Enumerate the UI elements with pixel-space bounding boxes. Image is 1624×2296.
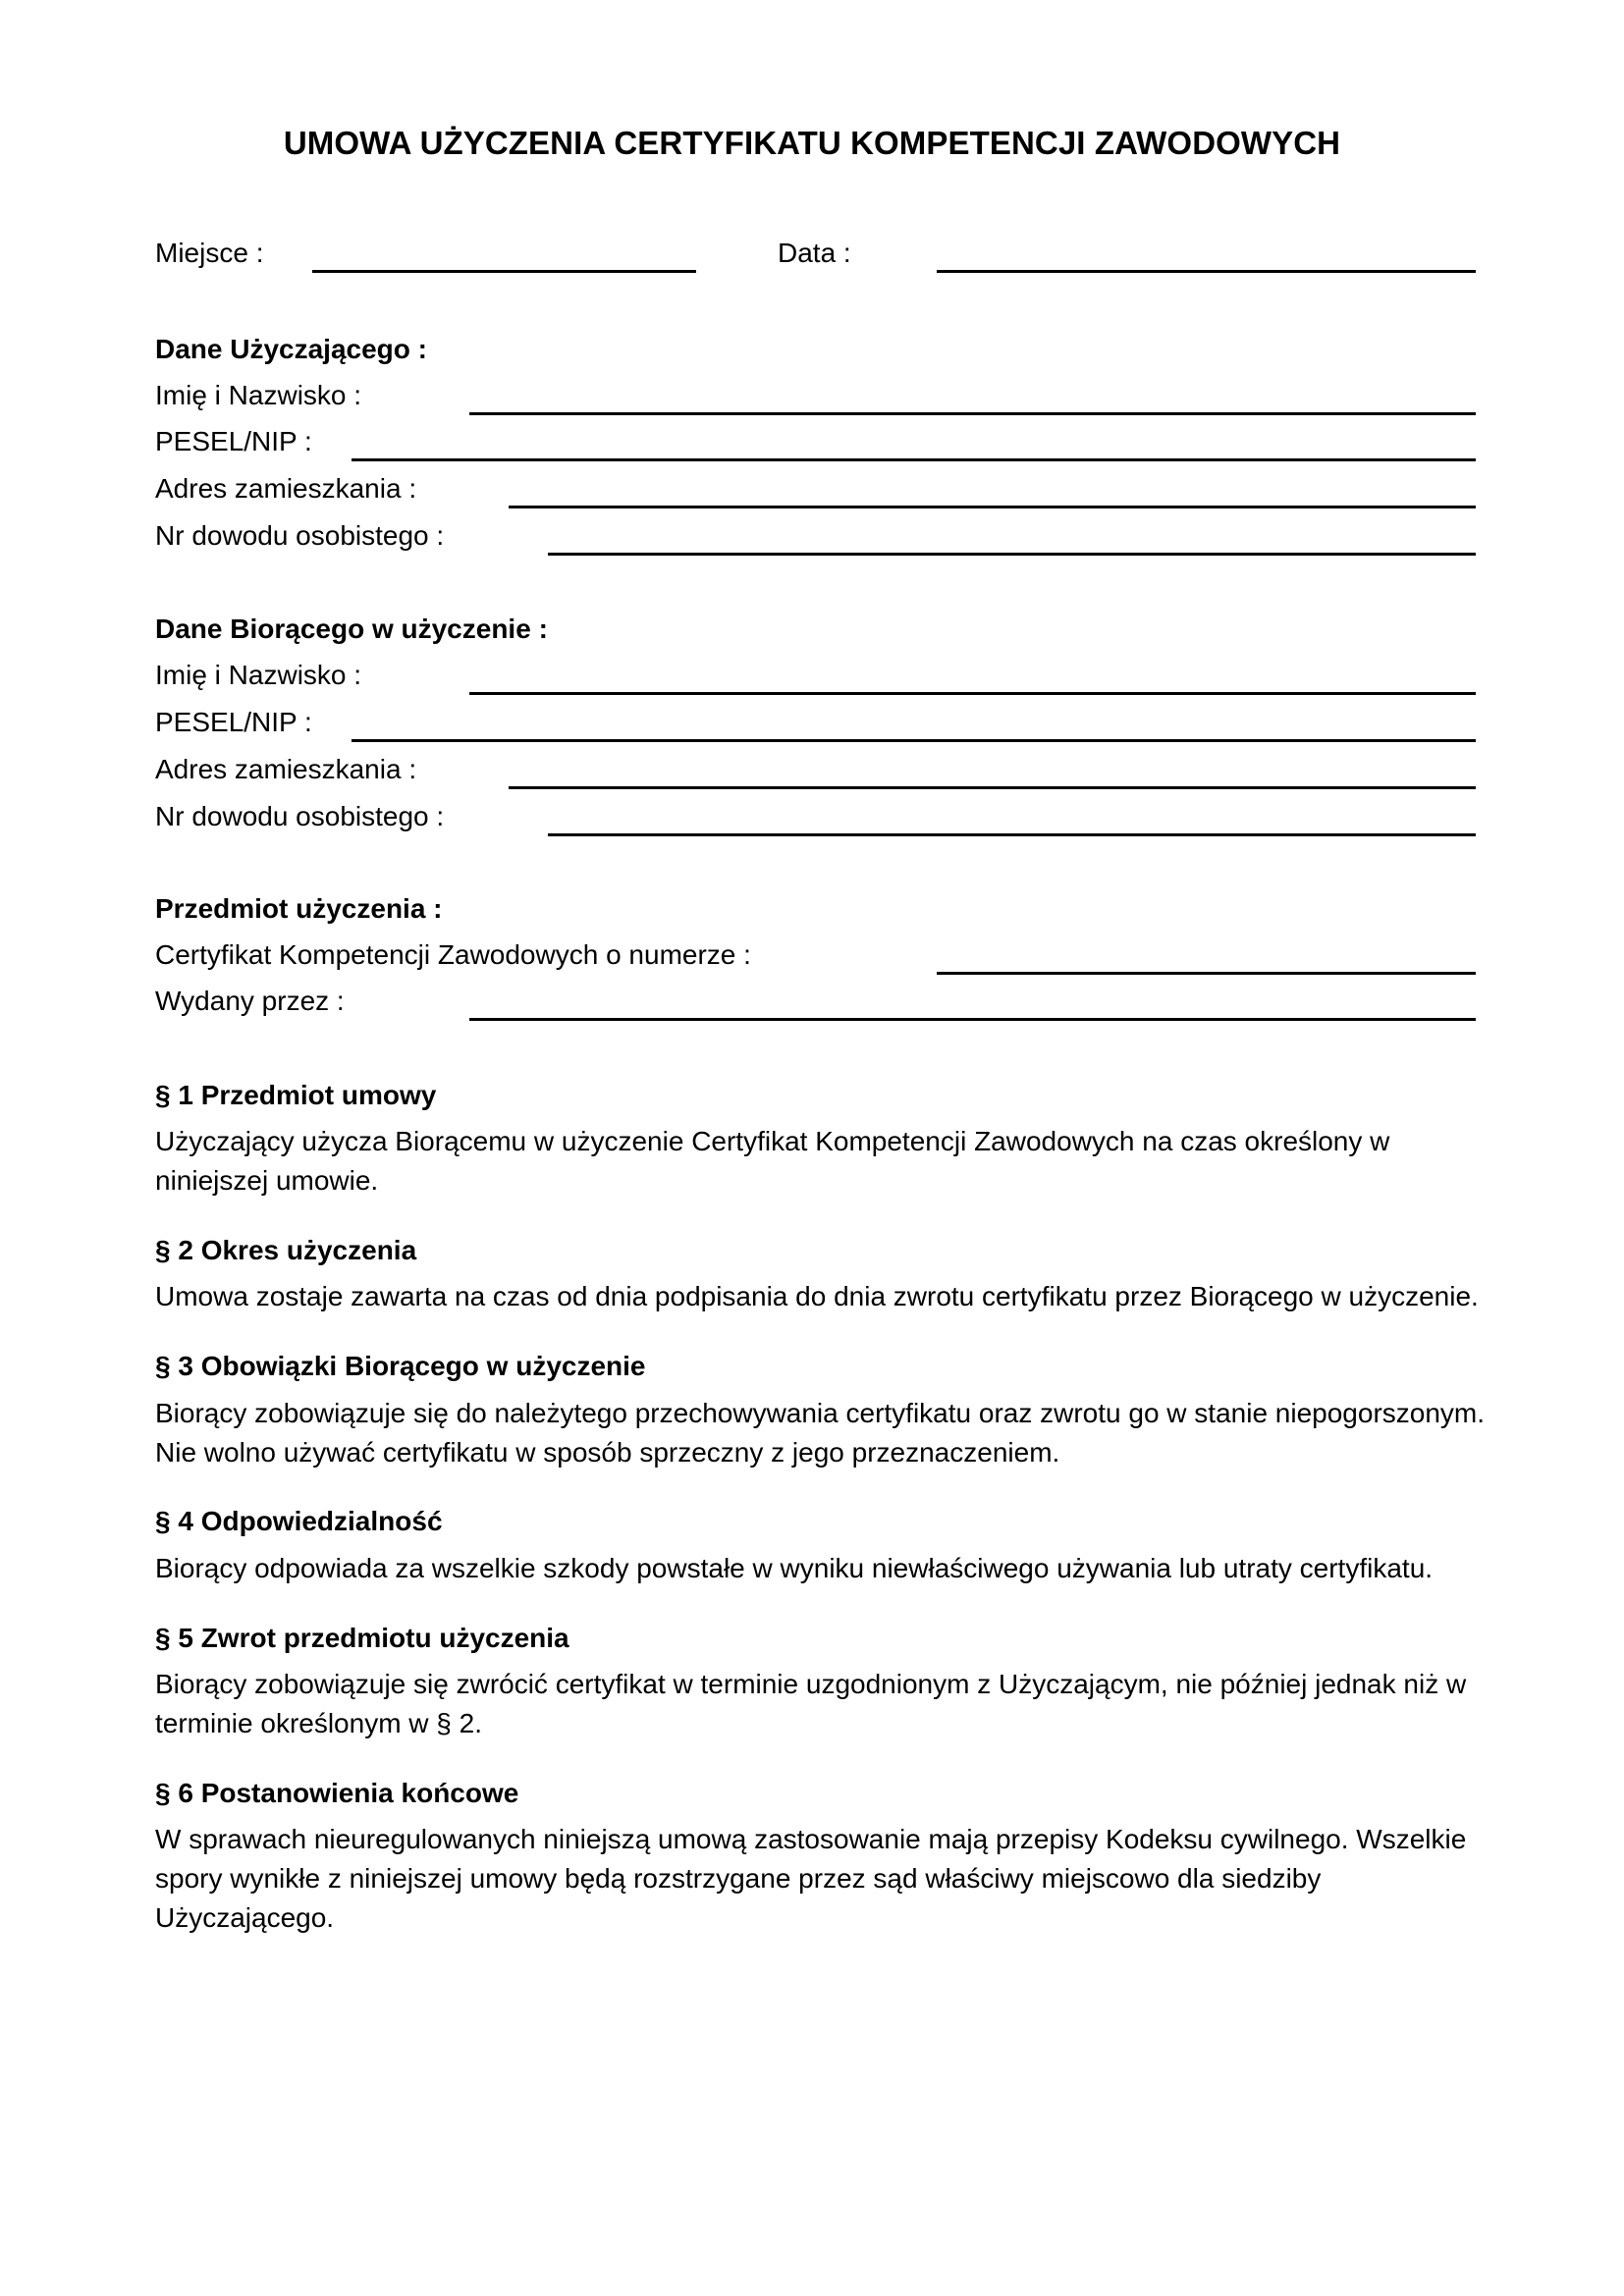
date-field[interactable] <box>937 270 1476 273</box>
lender-address-field[interactable] <box>509 506 1476 508</box>
section-1-heading: § 1 Przedmiot umowy <box>155 1080 437 1110</box>
lender-pesel-field[interactable] <box>352 458 1476 461</box>
section-5-heading: § 5 Zwrot przedmiotu użyczenia <box>155 1623 569 1653</box>
section-3-text: Biorący zobowiązuje się do należytego przechowywania certyfikatu oraz zwrotu go w stanie niepogorszonym. Nie wolno używać certyfikatu w sposób sprzeczny z jego przeznaczeniem. <box>155 1398 1486 1468</box>
section-4-heading: § 4 Odpowiedzialność <box>155 1506 443 1536</box>
subject-heading: Przedmiot użyczenia : <box>155 893 443 924</box>
section-1-text: Użyczający użycza Biorącemu w użyczenie Certyfikat Kompetencji Zawodowych na czas określony w niniejszej umowie. <box>155 1126 1390 1196</box>
place-field[interactable] <box>312 270 696 273</box>
borrower-pesel-field[interactable] <box>352 739 1476 742</box>
borrower-address-label: Adres zamieszkania : <box>155 754 417 784</box>
borrower-address-row <box>155 750 1476 789</box>
borrower-address-field[interactable] <box>509 786 1476 789</box>
section-6-heading: § 6 Postanowienia końcowe <box>155 1778 519 1808</box>
borrower-id-label: Nr dowodu osobistego : <box>155 801 445 831</box>
lender-name-row <box>155 376 1476 415</box>
borrower-name-label: Imię i Nazwisko : <box>155 660 362 690</box>
borrower-name-row <box>155 656 1476 695</box>
lender-id-row <box>155 516 1476 556</box>
certificate-number-row <box>155 935 1476 975</box>
date-label: Data : <box>778 238 851 268</box>
lender-address-label: Adres zamieszkania : <box>155 473 417 504</box>
borrower-pesel-row <box>155 703 1476 742</box>
borrower-id-field[interactable] <box>548 833 1476 836</box>
lender-pesel-label: PESEL/NIP : <box>155 426 312 456</box>
lender-id-field[interactable] <box>548 553 1476 556</box>
issued-by-row <box>155 982 1476 1021</box>
section-6-text: W sprawach nieuregulowanych niniejszą umową zastosowanie mają przepisy Kodeksu cywilnego. Wszelkie spory wynikłe z niniejszej umowy będą rozstrzygane przez sąd właściwy miejscowo dla siedziby Użyczającego. <box>155 1824 1467 1933</box>
section-3-heading: § 3 Obowiązki Biorącego w użyczenie <box>155 1351 646 1381</box>
lender-name-label: Imię i Nazwisko : <box>155 380 362 410</box>
lender-heading: Dane Użyczającego : <box>155 334 427 364</box>
issued-by-label: Wydany przez : <box>155 986 345 1016</box>
borrower-pesel-label: PESEL/NIP : <box>155 707 312 737</box>
lender-name-field[interactable] <box>469 412 1476 415</box>
issued-by-field[interactable] <box>469 1018 1476 1021</box>
place-label: Miejsce : <box>155 238 264 268</box>
section-2-text: Umowa zostaje zawarta na czas od dnia podpisania do dnia zwrotu certyfikatu przez Biorącego w użyczenie. <box>155 1281 1479 1311</box>
borrower-heading: Dane Biorącego w użyczenie : <box>155 614 548 644</box>
borrower-name-field[interactable] <box>469 692 1476 695</box>
section-2-heading: § 2 Okres użyczenia <box>155 1235 417 1265</box>
certificate-number-field[interactable] <box>937 972 1476 975</box>
lender-id-label: Nr dowodu osobistego : <box>155 520 445 551</box>
lender-address-row <box>155 469 1476 508</box>
certificate-number-label: Certyfikat Kompetencji Zawodowych o numerze : <box>155 939 751 970</box>
section-4-text: Biorący odpowiada za wszelkie szkody powstałe w wyniku niewłaściwego używania lub utraty certyfikatu. <box>155 1553 1434 1583</box>
lender-pesel-row <box>155 422 1476 461</box>
borrower-id-row <box>155 797 1476 836</box>
place-date-row <box>155 234 1476 273</box>
section-5-text: Biorący zobowiązuje się zwrócić certyfikat w terminie uzgodnionym z Użyczającym, nie później jednak niż w terminie określonym w § 2. <box>155 1669 1467 1738</box>
document-title: UMOWA UŻYCZENIA CERTYFIKATU KOMPETENCJI ZAWODOWYCH <box>283 125 1341 161</box>
